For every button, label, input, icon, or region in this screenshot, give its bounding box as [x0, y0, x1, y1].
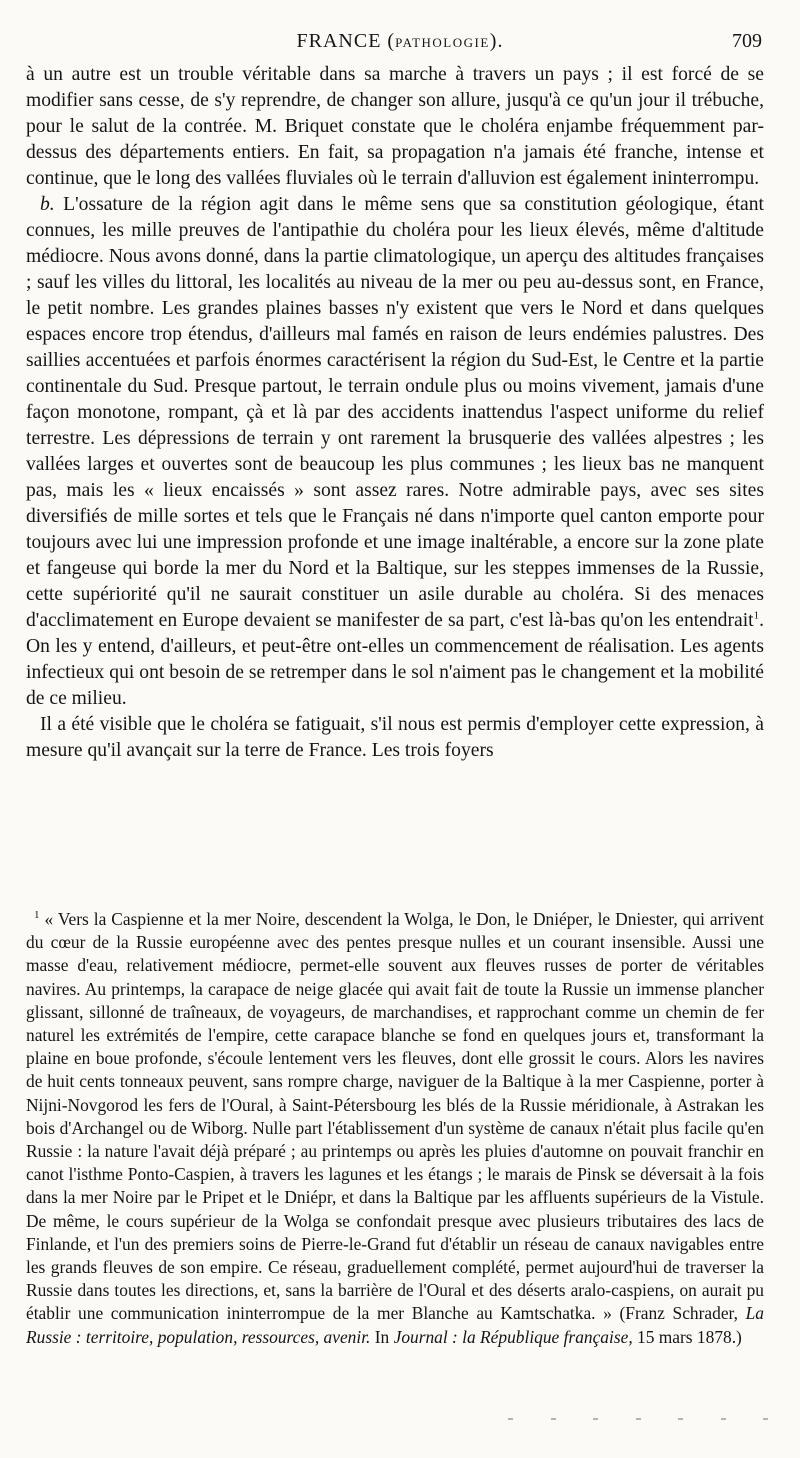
footnote-mark: 1 [34, 909, 40, 922]
paragraph-2-label: b. [40, 194, 55, 215]
cited-book-title: La Russie : territoire, population, ressources, avenir. [26, 1303, 764, 1347]
page-bottom-marks [508, 1418, 768, 1422]
cited-journal-title: Journal : la République française, [393, 1326, 633, 1347]
running-title-subject: PATHOLOGIE [395, 35, 490, 50]
paragraph-1: à un autre est un trouble véritable dans sa marche à travers un pays ; il est forcé de se modifier sans cesse, de s'y reprendre, de changer son allure, jusqu'à ce qu'un jour il trébuche, pour le salut de la contrée. M. Briquet constate que le choléra enjambe fréquemment par-dessus des départements entiers. En fait, sa propagation n'a jamais été franche, intense et continue, que le long des vallées fluviales où le terrain d'alluvion est également ininterrompu. [26, 64, 764, 189]
footnote-reference[interactable]: 1 [753, 609, 760, 622]
page-number: 709 [732, 30, 762, 52]
footnote-1: $^1$ « Vers la Caspienne et la mer Noire, descendent la Wolga, le Don, le Dniéper, le Dniester, qui arrivent du cœur de la Russie européenne avec des pentes presque nulles et un courant insensible. Aussi une masse d'eau, relativement médiocre, permet-elle souvent aux fleuves russes de porter de véritables navires. Au printemps, la carapace de neige glacée qui avait fait de toute la Russie un immense plancher glissant, sillonné de traîneaux, de voyageurs, de marchandises, et rapprochant comme un chemin de fer naturel les extrémités de l'empire, cette carapace blanche se fond en quelques jours et, transformant la plaine en boue profonde, s'écoule lentement vers les fleuves, dont elle grossit le cours. Alors les navires de huit cents tonneaux peuvent, sans rompre charge, naviguer de la Baltique à la mer Caspienne, porter à Nijni-Novgorod les fers de l'Oural, à Saint-Pétersbourg les blés de la Russie méridionale, à Astrakan les bois d'Archangel ou de Wiborg. Nulle part l'établissement d'un système de canaux n'était plus facile qu'en Russie : la nature l'avait déjà préparé ; au printemps ou après les pluies d'automne on pouvait franchir en canot l'isthme Ponto-Caspien, à travers les lagunes et les étangs ; le marais de Pinsk se déversait à la fois dans la mer Noire par le Pripet et le Dniépr, et dans la Baltique par les affluents supérieurs de la Vistule. De même, le cours supérieur de la Wolga se confondait presque avec plusieurs tributaires des lacs de Finlande, et l'un des premiers soins de Pierre-le-Grand fut d'établir un réseau de canaux navigables entre les grands fleuves de son empire. Ce réseau, graduellement complété, permet aujourd'hui de traverser la Russie dans toutes les directions, et, sans la barrière de l'Oural et des déserts aralo-caspiens, on aurait pu établir une communication ininterrompue de la mer Blanche au Kamtschatka. » (Franz Schrader, La Russie : territoire, population, ressources, avenir. In Journal : la République française, 15 mars 1878.) [26, 909, 764, 1347]
paragraph-2: b. L'ossature de la région agit dans le même sens que sa constitution géologique, étant connues, les mille preuves de l'antipathie du choléra pour les lieux élevés, même d'altitude médiocre. Nous avons donné, dans la partie climatologique, un aperçu des altitudes françaises ; sauf les villes du littoral, les localités au niveau de la mer ou peu au-dessus sont, en France, le petit nombre. Les grandes plaines basses n'y existent que vers le Nord et dans quelques espaces encore trop étendus, d'ailleurs mal famés en raison de leurs endémies palustres. Des saillies accentuées et parfois énormes caractérisent la région du Sud-Est, le Centre et la partie continentale du Sud. Presque partout, le terrain ondule plus ou moins vivement, jamais d'une façon monotone, rompant, çà et là par des accidents inattendus l'aspect uniforme du relief terrestre. Les dépressions de terrain y ont rarement la brusquerie des vallées alpestres ; les vallées larges et ouvertes sont de beaucoup les plus communes ; les lieux bas ne manquent pas, mais les « lieux encaissés » sont assez rares. Notre admirable pays, avec ses sites diversifiés de mille sortes et tels que le Français né dans n'importe quel canton emporte pour toujours avec lui une impression profonde et une image inaltérable, a encore sur la zone plate et fangeuse qui borde la mer du Nord et la Baltique, sur les steppes immenses de la Russie, cette supériorité qu'il ne saurait constituer un asile durable au choléra. Si des menaces d'acclimatement en Europe devaient se manifester de sa part, c'est là-bas qu'on les entendrait$^1$. On les y entend, d'ailleurs, et peut-être ont-elles un commencement de réalisation. Les agents infectieux qui ont besoin de se retremper dans le sol n'aiment pas le changement et la mobilité de ce milieu. [26, 194, 764, 709]
running-header [0, 30, 800, 60]
running-title: FRANCE (PATHOLOGIE). [296, 30, 504, 52]
paragraph-3: Il a été visible que le choléra se fatiguait, s'il nous est permis d'employer cette expression, à mesure qu'il avançait sur la terre de France. Les trois foyers [26, 714, 764, 761]
main-text [26, 62, 764, 764]
footnote-section [26, 908, 764, 1349]
